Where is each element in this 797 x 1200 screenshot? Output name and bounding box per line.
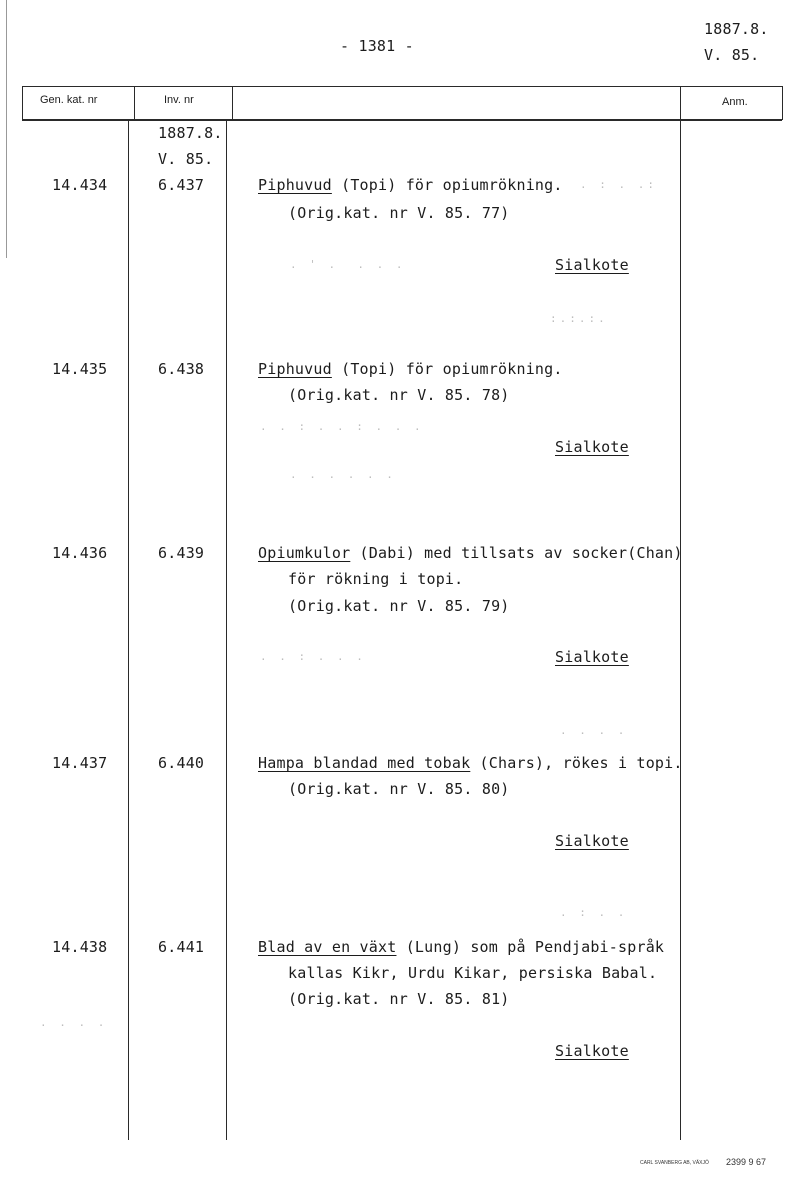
inv-subheader-code: V. 85. <box>158 150 214 168</box>
entry-place: Sialkote <box>555 1042 629 1060</box>
inv-number: 6.440 <box>158 754 205 772</box>
scan-noise: . . : . . . <box>260 650 366 663</box>
scan-noise: :.:.:. <box>550 312 608 325</box>
entry-place: Sialkote <box>555 648 629 666</box>
column-header-inv-nr: Inv. nr <box>164 94 194 106</box>
scan-noise: . : . . <box>560 906 628 919</box>
left-margin-rule <box>6 0 7 258</box>
form-code: 2399 9 67 <box>726 1157 767 1167</box>
column-header-anm: Anm. <box>722 96 748 108</box>
top-right-date: 1887.8. <box>704 20 769 38</box>
inv-number: 6.441 <box>158 938 205 956</box>
column-rule-inv <box>134 86 135 120</box>
entry-line: (Dabi) med tillsats av socker(Chan) <box>350 544 683 562</box>
scan-noise: . . . . <box>40 1016 108 1029</box>
gen-kat-number: 14.437 <box>52 754 108 772</box>
entry-line-2: för rökning i topi. <box>288 570 464 588</box>
entry-place: Sialkote <box>555 256 629 274</box>
scan-noise: . : . .: <box>580 178 657 191</box>
scan-noise: . ' . . . . <box>290 258 406 271</box>
top-right-code: V. 85. <box>704 46 760 64</box>
entry-orig-kat: (Orig.kat. nr V. 85. 79) <box>288 597 510 615</box>
column-rule-inv-body <box>128 120 129 1140</box>
entry-description <box>258 360 563 378</box>
inv-number: 6.437 <box>158 176 205 194</box>
gen-kat-number: 14.438 <box>52 938 108 956</box>
entry-orig-kat: (Orig.kat. nr V. 85. 81) <box>288 990 510 1008</box>
entry-title: Opiumkulor <box>258 544 351 562</box>
page-number: - 1381 - <box>340 37 414 55</box>
inv-number: 6.438 <box>158 360 205 378</box>
header-bottom-rule <box>22 119 782 121</box>
entry-title: Piphuvud <box>258 176 332 194</box>
inv-number: 6.439 <box>158 544 205 562</box>
entry-line: (Topi) för opiumrökning. <box>331 176 563 194</box>
gen-kat-number: 14.435 <box>52 360 108 378</box>
entry-line: (Lung) som på Pendjabi-språk <box>396 938 665 956</box>
printer-imprint: CARL SVANBERG AB, VÄXJÖ <box>640 1160 709 1166</box>
entry-description <box>258 544 683 562</box>
column-rule-text <box>232 86 233 120</box>
entry-title: Blad av en växt <box>258 938 397 956</box>
entry-line-2: kallas Kikr, Urdu Kikar, persiska Babal. <box>288 964 658 982</box>
entry-place: Sialkote <box>555 438 629 456</box>
entry-description <box>258 176 563 194</box>
entry-description <box>258 938 664 956</box>
column-rule-anm <box>680 86 681 1140</box>
inv-subheader-date: 1887.8. <box>158 124 223 142</box>
entry-title: Piphuvud <box>258 360 332 378</box>
entry-orig-kat: (Orig.kat. nr V. 85. 77) <box>288 204 510 222</box>
gen-kat-number: 14.434 <box>52 176 108 194</box>
gen-kat-number: 14.436 <box>52 544 108 562</box>
entry-orig-kat: (Orig.kat. nr V. 85. 80) <box>288 780 510 798</box>
entry-line: (Chars), rökes i topi. <box>470 754 683 772</box>
scan-noise: . . . . . . <box>290 468 396 481</box>
column-rule-gen <box>22 86 23 120</box>
scan-noise: . . . . <box>560 724 628 737</box>
scan-noise: . . : . . : . . . <box>260 420 424 433</box>
column-rule-text-body <box>226 120 227 1140</box>
entry-description <box>258 754 683 772</box>
entry-place: Sialkote <box>555 832 629 850</box>
entry-line: (Topi) för opiumrökning. <box>331 360 563 378</box>
entry-orig-kat: (Orig.kat. nr V. 85. 78) <box>288 386 510 404</box>
column-rule-right <box>782 86 783 120</box>
header-top-rule <box>22 86 782 87</box>
entry-title: Hampa blandad med tobak <box>258 754 471 772</box>
column-header-gen-kat-nr: Gen. kat. nr <box>40 94 98 106</box>
